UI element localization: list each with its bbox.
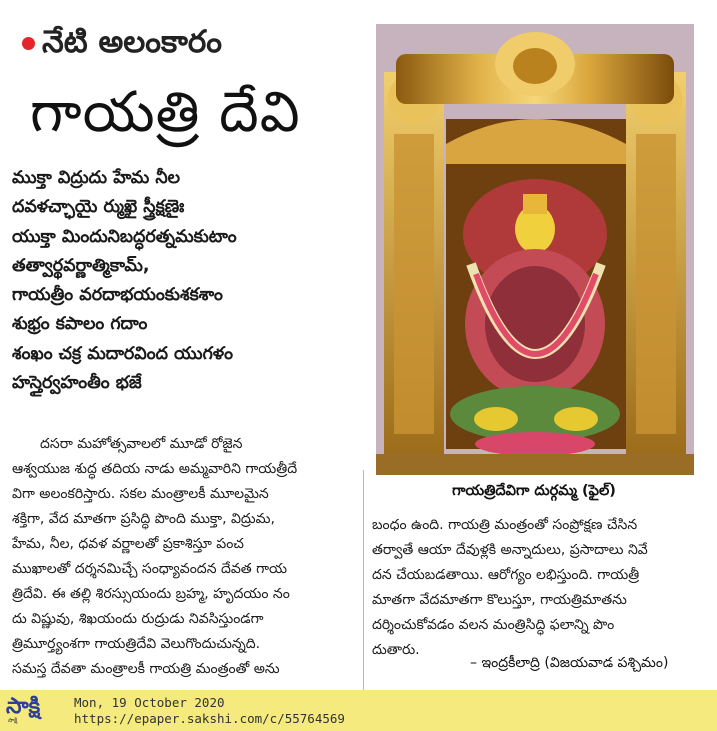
body-line: హేమ, నీల, ధవళ వర్ణాలతో ప్రకాశిస్తూ పంచ [12, 536, 244, 552]
body-line: త్రిదేవి. ఈ తల్లి శిరస్సుయందు బ్రహ్మ, హృదయం నం [12, 586, 290, 602]
body-line: దు విష్ణువు, శిఖయందు రుద్రుడు నివసిస్తుండగా [12, 611, 264, 627]
body-line: బంధం ఉంది. గాయత్రి మంత్రంతో సంప్రోక్షణ చేసిన [372, 517, 638, 533]
body-column-left [12, 432, 352, 682]
body-line: దన చేయబడతాయి. ఆరోగ్యం లభిస్తుంది. గాయత్రీ [372, 567, 640, 583]
verse-line: శంఖం చక్ర మదారవింద యుగళం [12, 343, 233, 364]
footer-bar [0, 690, 717, 731]
verse-line: శుభ్రం కపాలం గదాం [12, 314, 148, 335]
signoff: – ఇంద్రకీలాద్రి (విజయవాడ పశ్చిమం) [470, 655, 669, 671]
verse-block [12, 164, 360, 398]
body-line: శక్తిగా, వేద మాతగా ప్రసిద్ధి పొంది ముక్తా, విద్రుమ, [12, 511, 275, 527]
sakshi-logo: సాక్షి [6, 693, 41, 719]
body-line: విగా అలంకరిస్తారు. సకల మంత్రాలకీ మూలమైన [12, 486, 269, 502]
body-line: దర్శించుకోవడం వలన మంత్రిసిద్ధి ఫలాన్ని పొం [372, 617, 615, 633]
body-line: మాతగా వేదమాతగా కొలుస్తూ, గాయత్రిమాతను [372, 592, 627, 608]
verse-line: ముక్తా విద్రుదు హేమ నీల [12, 168, 181, 188]
body-line: దసరా మహోత్సవాలలో మూడో రోజైన [40, 436, 243, 452]
verse-line: తత్వార్థవర్ణాత్మికామ్, [12, 255, 150, 276]
body-line: సమస్త దేవతా మంత్రాలకీ గాయత్రి మంత్రంతో అను [12, 661, 280, 677]
bullet-dot-icon [22, 37, 35, 50]
headline: గాయత్రి దేవి [30, 80, 301, 145]
verse-line: గాయత్రీం వరదాభయంకుశకశాం [12, 285, 223, 306]
verse-line: యుక్తా మిందునిబద్ధరత్నమకుటాం [12, 226, 237, 247]
body-line: తర్వాతే ఆయా దేవుళ్లకి అన్నాదులు, ప్రసాదాలు నివే [372, 542, 648, 558]
column-divider [363, 470, 364, 690]
body-line: ఆశ్వయుజ శుద్ధ తదియ నాడు అమ్మవారిని గాయత్రీదే [12, 461, 298, 477]
photo-caption: గాయత్రిదేవిగా దుర్గమ్మ (ఫైల్) [452, 483, 616, 499]
logo-subtext: సాక్షి [8, 717, 18, 724]
footer-date: Mon, 19 October 2020 [74, 695, 225, 710]
body-line: త్రిమూర్త్యంశగా గాయత్రిదేవి వెలుగొందుచున్నది. [12, 636, 261, 652]
verse-line: దవళచ్ఛాయై ర్ముఖై స్త్రీక్షణైః [12, 197, 185, 218]
body-column-right [372, 513, 707, 663]
verse-line: హస్తైర్వహంతీం భజే [12, 373, 142, 394]
footer-url-link[interactable]: https://epaper.sakshi.com/c/55764569 [74, 711, 345, 726]
deity-photo [376, 24, 694, 475]
body-line: దుతారు. [372, 642, 420, 658]
section-kicker: నేటి అలంకారం [42, 24, 222, 60]
body-line: ముఖాలతో దర్శనమిచ్చే సంధ్యావందన దేవత గాయ [12, 561, 288, 577]
